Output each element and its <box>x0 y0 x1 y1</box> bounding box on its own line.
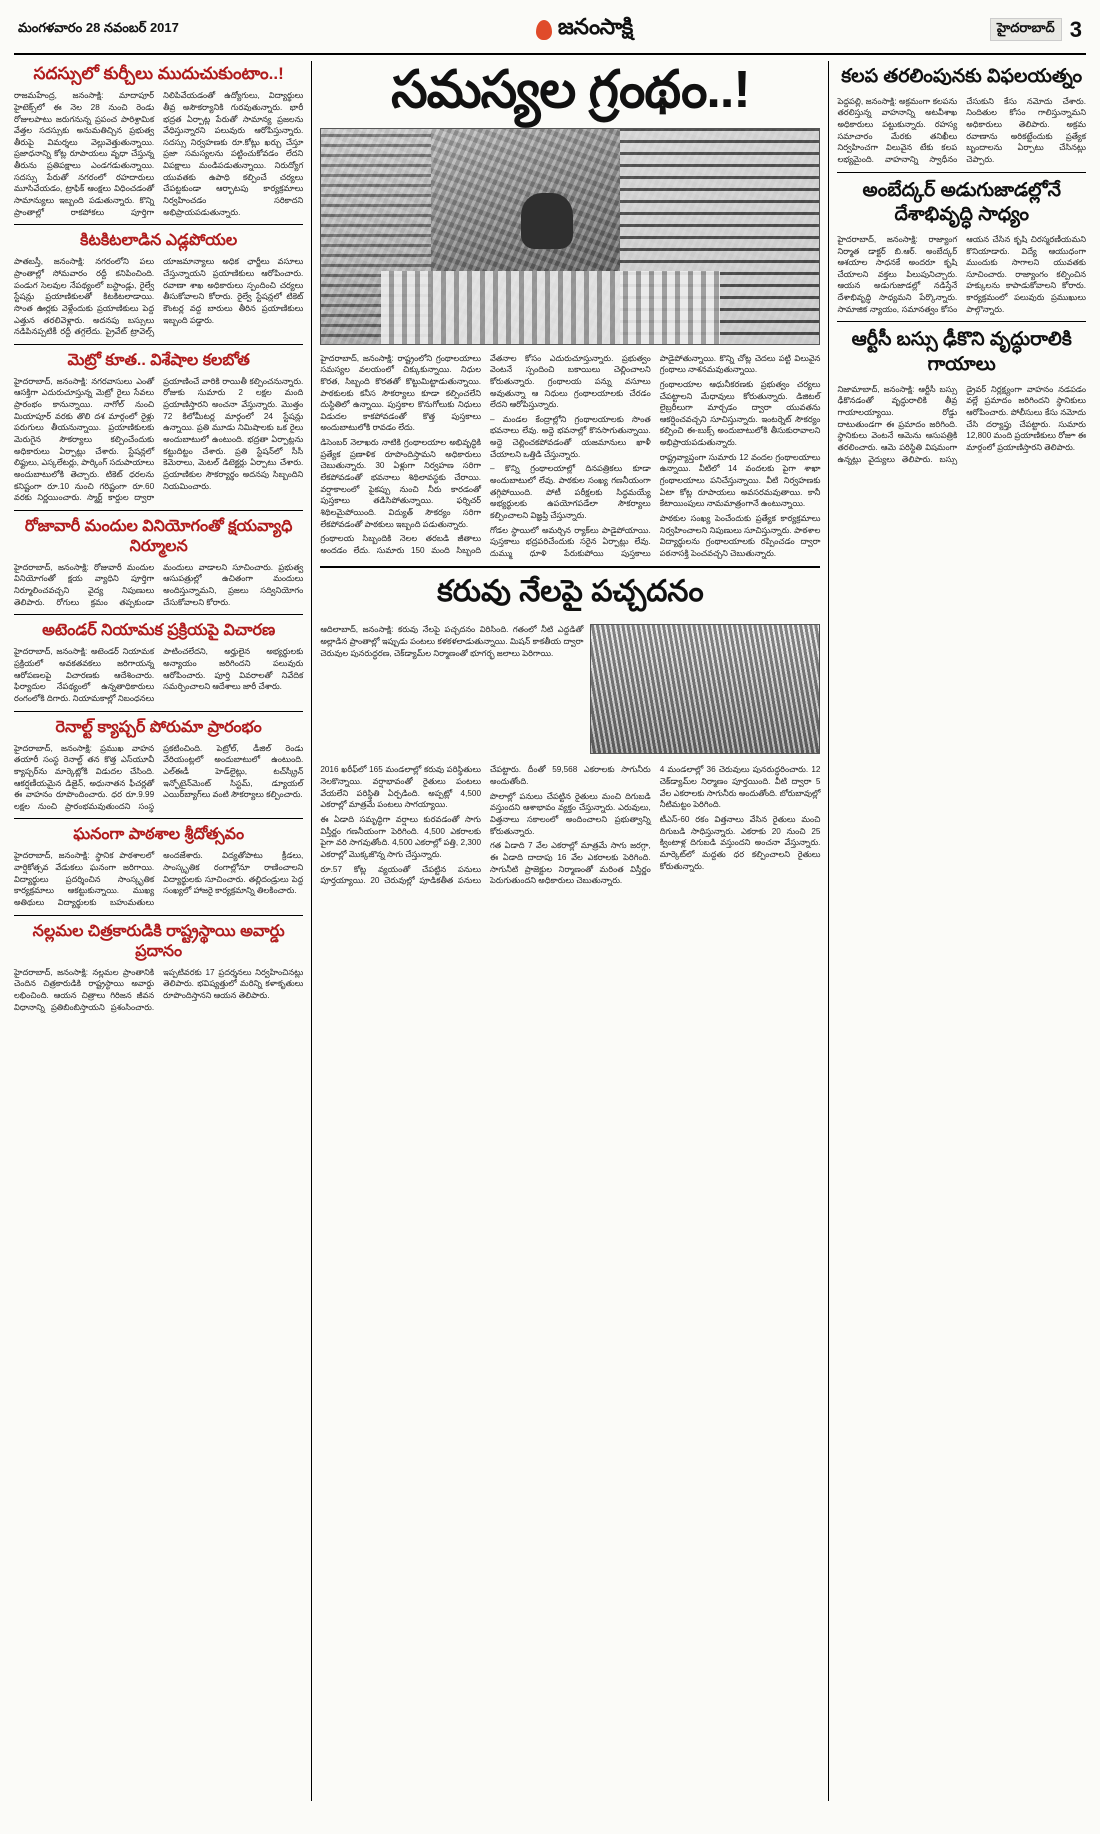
masthead <box>14 10 1086 53</box>
lead-paragraph: – కొన్ని గ్రంథాలయాల్లో దినపత్రికలు కూడా అందుబాటులో లేవు. పాఠకుల సంఖ్య గణనీయంగా తగ్గిపోయింది. పోటీ పరీక్షలకు సిద్ధమయ్యే అభ్యర్థులకు ఉపయోగపడేలా సౌకర్యాలు కల్పించాలని విజ్ఞప్తి చేస్తున్నారు. <box>490 464 651 520</box>
article-headline: అంబేద్కర్ అడుగుజాడల్లోనే దేశాభివృద్ధి సాధ్యం <box>862 179 1061 226</box>
masthead-divider <box>14 53 1086 55</box>
left-column <box>14 61 312 1801</box>
divider <box>14 510 303 511</box>
page-columns <box>14 61 1086 1801</box>
article-body: హైదరాబాద్, జనంసాక్షి: స్థానిక పాఠశాలలో వార్షికోత్సవ వేడుకలు ఘనంగా జరిగాయి. విద్యార్థులు ప్రదర్శించిన సాంస్కృతిక కార్యక్రమాలు ఆకట్టుకున్నాయి. ముఖ్య అతిథులు విద్యార్థులకు బహుమతులు అందజేశారు. విద్యతోపాటు క్రీడలు, సాంస్కృతిక రంగాల్లోనూ రాణించాలని విద్యార్థులకు సూచించారు. తల్లిదండ్రులు పెద్ద సంఖ్యలో హాజరై కార్యక్రమాన్ని తిలకించారు. <box>14 851 304 907</box>
second-paragraph: పొలాల్లో పనులు చేపట్టిన రైతులు మంచి దిగుబడి వస్తుందని ఆశాభావం వ్యక్తం చేస్తున్నారు. ఎరువులు, విత్తనాలు సకాలంలో అందించాలని ప్రభుత్వాన్ని కోరుతున్నారు. <box>490 791 651 836</box>
article-body: హైదరాబాద్, జనంసాక్షి: నల్లమల ప్రాంతానికి చెందిన చిత్రకారుడికి రాష్ట్రస్థాయి అవార్డు లభించింది. ఆయన చిత్రాలు గిరిజన జీవన విధానాన్ని ప్రతిబింబిస్తాయని ప్రశంసించారు. ఇప్పటివరకు 17 ప్రదర్శనలు నిర్వహించినట్లు తెలిపారు. భవిష్యత్తులో మరిన్ని కళాకృతులు రూపొందిస్తానని ఆయన తెలిపారు. <box>14 967 304 1012</box>
article-body: నిజామాబాద్, జనంసాక్షి: ఆర్టీసీ బస్సు ఢీకొనడంతో వృద్ధురాలికి తీవ్ర గాయాలయ్యాయి. రోడ్డు దాటుతుండగా ఈ ప్రమాదం జరిగింది. స్థానికులు వెంటనే ఆమెను ఆసుపత్రికి తరలించారు. ఆమె పరిస్థితి విషమంగా ఉన్నట్లు వైద్యులు తెలిపారు. బస్సు డ్రైవర్ నిర్లక్ష్యంగా వాహనం నడపడం వల్లే ప్రమాదం జరిగిందని స్థానికులు ఆరోపించారు. పోలీసులు కేసు నమోదు చేసి దర్యాప్తు చేపట్టారు. సుమారు 12,800 మంది ప్రయాణికులు రోజూ ఈ మార్గంలో ప్రయాణిస్తారని తెలిపారు. <box>837 384 1086 464</box>
second-article <box>320 624 820 886</box>
page-number: 3 <box>1069 16 1082 42</box>
article-body: హైదరాబాద్, జనంసాక్షి: రోజువారీ మందుల వినియోగంతో క్షయ వ్యాధిని పూర్తిగా నిర్మూలించవచ్చని వైద్య నిపుణులు తెలిపారు. రోగులు క్రమం తప్పకుండా మందులు వాడాలని సూచించారు. ప్రభుత్వ ఆసుపత్రుల్లో ఉచితంగా మందులు అందిస్తున్నామని, ప్రజలు సద్వినియోగం చేసుకోవాలని కోరారు. <box>14 562 304 607</box>
lead-paragraph: పాఠకుల సంఖ్య పెంచేందుకు ప్రత్యేక కార్యక్రమాలు నిర్వహించాలని నిపుణులు సూచిస్తున్నారు. పాఠశాల విద్యార్థులను గ్రంథాలయాలకు రప్పించడం ద్వారా పఠనాసక్తి పెంచవచ్చని చెబుతున్నారు. <box>659 513 821 558</box>
divider <box>14 344 303 345</box>
divider <box>14 711 303 712</box>
article-body: హైదరాబాద్, జనంసాక్షి: రాజ్యాంగ నిర్మాత డాక్టర్ బి.ఆర్. అంబేద్కర్ ఆశయాల సాధనకే అందరూ కృషి చేయాలని వక్తలు పిలుపునిచ్చారు. ఆయన అడుగుజాడల్లో నడిస్తేనే దేశాభివృద్ధి సాధ్యమని పేర్కొన్నారు. సామాజిక న్యాయం, సమానత్వం కోసం ఆయన చేసిన కృషి చిరస్మరణీయమని కొనియాడారు. విద్యే ఆయుధంగా ముందుకు సాగాలని యువతకు సూచించారు. రాజ్యాంగం కల్పించిన హక్కులను కాపాడుకోవాలని కోరారు. కార్యక్రమంలో పలువురు ప్రముఖులు పాల్గొన్నారు. <box>837 234 1086 314</box>
second-paragraph: 2016 ఖరీఫ్‌లో 165 మండలాల్లో కరువు పరిస్థితులు నెలకొన్నాయి. వర్షాభావంతో రైతులు పంటలు వేయలేని పరిస్థితి ఏర్పడింది. అప్పట్లో 4,500 ఎకరాల్లో మాత్రమే పంటలు సాగయ్యాయి. <box>320 765 482 810</box>
article-headline: నల్లమల చిత్రకారుడికి రాష్ట్రస్థాయి అవార్డు ప్రదానం <box>32 922 285 960</box>
photo-crop-rows <box>591 625 819 753</box>
article-headline: కిటకిటలాడిన ఎడ్లపోయల <box>80 232 238 250</box>
divider <box>837 321 1086 322</box>
divider <box>837 172 1086 173</box>
divider <box>14 915 303 916</box>
second-paragraph: గత ఏడాది 7 వేల ఎకరాల్లో మాత్రమే సాగు జరగ్గా, ఈ ఏడాది దాదాపు 16 వేల ఎకరాలకు పెరిగింది. సాగునీటి ప్రాజెక్టుల నిర్మాణంతో మరింత విస్తీర్ణం పెరుగుతుందని అధికారులు చెబుతున్నారు. <box>490 841 651 886</box>
second-paragraph: ఆదిలాబాద్, జనంసాక్షి: కరువు నేలపై పచ్చదనం విరిసింది. గతంలో నీటి ఎద్దడితో అల్లాడిన ప్రాంతాల్లో ఇప్పుడు పంటలు కళకళలాడుతున్నాయి. మిషన్ కాకతీయ ద్వారా చెరువుల పునరుద్ధరణ, చెక్‌డ్యామ్‌ల నిర్మాణంతో భూగర్భ జలాలు పెరిగాయి. <box>320 625 584 658</box>
article-body: హైదరాబాద్, జనంసాక్షి: ప్రముఖ వాహన తయారీ సంస్థ రెనాల్ట్ తన కొత్త ఎస్‌యూవీ క్యాప్చర్‌ను మార్కెట్లోకి విడుదల చేసింది. ఆకర్షణీయమైన డిజైన్, అధునాతన ఫీచర్లతో ఈ వాహనం రూపొందించారు. ధర రూ.9.99 లక్షల నుంచి ప్రారంభమవుతుందని సంస్థ ప్రకటించింది. పెట్రోల్, డీజిల్ రెండు వేరియంట్లలో అందుబాటులో ఉంటుంది. ఎల్‌ఈడీ హెడ్‌లైట్లు, టచ్‌స్క్రీన్ ఇన్ఫోటైన్‌మెంట్ సిస్టమ్, డ్యూయల్ ఎయిర్‌బ్యాగ్‌లు వంటి సౌకర్యాలు కల్పించారు. <box>14 743 304 811</box>
right-column <box>829 61 1086 1801</box>
article-body: పెద్దపల్లి, జనంసాక్షి: అక్రమంగా కలపను తరలిస్తున్న వాహనాన్ని అటవీశాఖ అధికారులు పట్టుకున్నారు. రహస్య సమాచారం మేరకు తనిఖీలు నిర్వహించగా విలువైన టేకు కలప లభ్యమైంది. వాహనాన్ని స్వాధీనం చేసుకుని కేసు నమోదు చేశారు. నిందితుల కోసం గాలిస్తున్నామని అధికారులు తెలిపారు. అక్రమ రవాణాను అరికట్టేందుకు ప్రత్యేక బృందాలను ఏర్పాటు చేసినట్లు చెప్పారు. <box>837 96 1086 164</box>
article-body: హైదరాబాద్, జనంసాక్షి: నగరవాసులు ఎంతో ఆసక్తిగా ఎదురుచూస్తున్న మెట్రో రైలు సేవలు ప్రారంభం కానున్నాయి. నాగోల్ నుంచి మియాపూర్ వరకు తొలి దశ మార్గంలో రైళ్లు పరుగులు తీయనున్నాయి. ప్రయాణికులకు మెరుగైన సౌకర్యాలు కల్పించేందుకు అధికారులు ఏర్పాట్లు చేశారు. స్టేషన్లలో లిఫ్టులు, ఎస్కలేటర్లు, పార్కింగ్ సదుపాయాలు అందుబాటులోకి తెచ్చారు. టికెట్ ధరలను కనిష్టంగా రూ.10 నుంచి గరిష్టంగా రూ.60 వరకు నిర్ణయించారు. స్మార్ట్ కార్డుల ద్వారా ప్రయాణించే వారికి రాయితీ కల్పించనున్నారు. రోజుకు సుమారు 2 లక్షల మంది ప్రయాణిస్తారని అంచనా వేస్తున్నారు. మొత్తం 72 కిలోమీటర్ల మార్గంలో 24 స్టేషన్లు ఉన్నాయి. ప్రతి మూడు నిమిషాలకు ఒక రైలు అందుబాటులో ఉంటుంది. భద్రతా ఏర్పాట్లను కట్టుదిట్టం చేశారు. ప్రతి స్టేషన్‌లో సీసీ కెమెరాలు, మెటల్ డిటెక్టర్లు ఏర్పాటు చేశారు. ప్రయాణికుల సౌకర్యార్థం అదనపు సిబ్బందిని నియమించారు. <box>14 376 304 503</box>
article-headline: రెనాల్ట్ క్యాప్చర్ పోరుమా ప్రారంభం <box>55 718 262 736</box>
lead-headline: సమస్యల గ్రంథం..! <box>391 61 750 119</box>
second-paragraph: రూ.57 కోట్ల వ్యయంతో చేపట్టిన పనులు పూర్తయ్యాయి. 20 చెరువుల్లో పూడికతీత పనులు చేపట్టారు. దీంతో 59,568 ఎకరాలకు సాగునీరు అందుతోంది. <box>320 765 651 886</box>
second-paragraph: టీఎస్-60 రకం విత్తనాలు వేసిన రైతులు మంచి దిగుబడి సాధిస్తున్నారు. ఎకరాకు 20 నుంచి 25 క్వింటాళ్ల దిగుబడి వస్తుందని అంచనా వేస్తున్నారు. మార్కెట్‌లో మద్దతు ధర కల్పించాలని రైతులు కోరుతున్నారు. <box>659 815 821 871</box>
article-body: పాతబస్తీ, జనంసాక్షి: నగరంలోని పలు ప్రాంతాల్లో సోమవారం రద్దీ కనిపించింది. పండుగ సెలవుల నేపథ్యంలో బస్టాండ్లు, రైల్వే స్టేషన్లు ప్రయాణికులతో కిటకిటలాడాయి. సొంత ఊర్లకు వెళ్లేందుకు ప్రయాణికులు పెద్ద ఎత్తున తరలివెళ్లారు. అదనపు బస్సులు నడిపినప్పటికీ రద్దీ తగ్గలేదు. ప్రైవేట్ ట్రావెల్స్ యాజమాన్యాలు అధిక ఛార్జీలు వసూలు చేస్తున్నాయని ప్రయాణికులు ఆరోపించారు. రవాణా శాఖ అధికారులు స్పందించి చర్యలు తీసుకోవాలని కోరారు. రైల్వే స్టేషన్లలో టికెట్ కౌంటర్ల వద్ద బారులు తీరిన ప్రయాణికులు ఇబ్బంది పడ్డారు. <box>14 257 304 337</box>
article-headline: సదస్సులో కుర్చీలు ముదుచుకుంటాం..! <box>33 64 284 83</box>
lead-paragraph: గ్రంథాలయాల ఆధునీకరణకు ప్రభుత్వం చర్యలు చేపట్టాలని మేధావులు కోరుతున్నారు. డిజిటల్ లైబ్రరీలుగా మార్చడం ద్వారా యువతను ఆకర్షించవచ్చని సూచిస్తున్నారు. ఇంటర్నెట్ సౌకర్యం కల్పించి ఈ-బుక్స్ అందుబాటులోకి తీసుకురావాలని అభిప్రాయపడుతున్నారు. <box>659 379 821 448</box>
article-body: హైదరాబాద్, జనంసాక్షి: అటెండర్ నియామక ప్రక్రియలో అవకతవకలు జరిగాయన్న ఆరోపణలపై విచారణకు ఆదేశించారు. ఫిర్యాదుల నేపథ్యంలో ఉన్నతాధికారులు రంగంలోకి దిగారు. నియామకాల్లో నిబంధనలు పాటించలేదని, అర్హులైన అభ్యర్థులకు అన్యాయం జరిగిందని పలువురు ఆరోపించారు. పూర్తి వివరాలతో నివేదిక సమర్పించాలని ఆదేశాలు జారీ చేశారు. <box>14 647 304 703</box>
field-photo <box>590 624 820 754</box>
article-headline: ఘనంగా పాఠశాల శ్రీదోత్సవం <box>73 826 245 844</box>
divider <box>14 818 303 819</box>
article-headline: అటెండర్ నియామక ప్రక్రియపై విచారణ <box>42 622 276 640</box>
divider <box>14 224 303 225</box>
lead-paragraph: – మండల కేంద్రాల్లోని గ్రంథాలయాలకు సొంత భవనాలు లేవు. అద్దె భవనాల్లో కొనసాగుతున్నాయి. అద్దె చెల్లించకపోవడంతో యజమానులు ఖాళీ చేయాలని ఒత్తిడి చేస్తున్నారు. <box>490 414 651 459</box>
article-headline: ఆర్టీసీ బస్సు ఢీకొని వృద్ధురాలికి గాయాలు <box>851 329 1072 376</box>
article-headline: రోజావారీ మందుల వినియోగంతో క్షయవ్యాధి నిర్మూలన <box>24 517 293 555</box>
lead-paragraph: డిసెంబర్ నెలాఖరు నాటికి గ్రంథాలయాల అభివృద్ధికి ప్రత్యేక ప్రణాళిక రూపొందిస్తామని అధికారులు చెబుతున్నారు. 30 ఏళ్లుగా నిర్వహణ సరిగా లేకపోవడంతో భవనాలు శిథిలావస్థకు చేరాయి. వర్షాకాలంలో పైకప్పు నుంచి నీరు కారడంతో పుస్తకాలు తడిసిపోతున్నాయి. ఫర్నిచర్ శిథిలమైపోయింది. విద్యుత్ సౌకర్యం సరిగా లేకపోవడంతో పాఠకులు ఇబ్బంది పడుతున్నారు. <box>320 438 482 529</box>
masthead-right <box>990 17 1082 43</box>
article-headline: మెట్రో కూత.. విశేషాల కలబోత <box>67 351 250 369</box>
logo-text: జనంసాక్షి <box>557 14 633 39</box>
center-column <box>312 61 829 1801</box>
edition-city: హైదరాబాద్ <box>990 18 1062 41</box>
publication-date: మంగళవారం 28 నవంబర్ 2017 <box>18 20 179 35</box>
second-article-body-cont <box>320 764 820 886</box>
lead-paragraph: హైదరాబాద్, జనంసాక్షి: రాష్ట్రంలోని గ్రంథాలయాలు సమస్యల వలయంలో చిక్కుకున్నాయి. నిధుల కొరత, సిబ్బంది కొరతతో కొట్టుమిట్టాడుతున్నాయి. పాఠకులకు కనీస సౌకర్యాలు కూడా కల్పించలేని దుస్థితిలో ఉన్నాయి. పుస్తకాల కొనుగోలుకు నిధులు విడుదల కాకపోవడంతో కొత్త పుస్తకాలు అందుబాటులోకి రావడం లేదు. <box>320 353 482 433</box>
flame-icon <box>536 20 552 40</box>
divider <box>14 614 303 615</box>
lead-article-body <box>320 353 820 560</box>
newspaper-logo <box>536 14 633 45</box>
second-headline: కరువు నేలపై పచ్చదనం <box>437 575 704 609</box>
article-body: రాజమహేంద్ర, జనంసాక్షి: మాదాపూర్ హైటెక్స్‌లో ఈ నెల 28 నుంచి రెండు రోజులపాటు జరుగనున్న ప్రపంచ పారిశ్రామిక వేత్తల సదస్సుకు అనుమతిచ్చిన ప్రభుత్వ తీరుపై విమర్శలు వెల్లువెత్తుతున్నాయి. ప్రజాధనాన్ని కోట్ల రూపాయలు వృధా చేస్తున్న తీరును ప్రతిపక్షాలు ఎండగడుతున్నాయి. సదస్సు పేరుతో నగరంలో రహదారులు మూసివేయడం, ట్రాఫిక్ ఆంక్షలు విధించడంతో సామాన్యులు ఇబ్బంది పడుతున్నారు. కొన్ని ప్రాంతాల్లో రాకపోకలు పూర్తిగా నిలిపివేయడంతో ఉద్యోగులు, విద్యార్థులు తీవ్ర అసౌకర్యానికి గురవుతున్నారు. భారీ భద్రత ఏర్పాట్ల పేరుతో సామాన్య ప్రజలను వేధిస్తున్నారని పలువురు ఆరోపిస్తున్నారు. సదస్సు నిర్వహణకు రూ.కోట్లు ఖర్చు చేస్తూ ప్రజా సమస్యలను పట్టించుకోవడం లేదని విపక్షాలు మండిపడుతున్నాయి. నిరుద్యోగ యువతకు ఉపాధి కల్పించే చర్యలు చేపట్టకుండా ఆర్భాటపు కార్యక్రమాలు నిర్వహించడం సరికాదని అభిప్రాయపడుతున్నారు. <box>14 91 304 217</box>
second-paragraph: 4 మండలాల్లో 36 చెరువులు పునరుద్ధరించారు. 12 చెక్‌డ్యామ్‌ల నిర్మాణం పూర్తయింది. వీటి ద్వారా 5 వేల ఎకరాలకు సాగునీరు అందుతోంది. బోరుబావుల్లో నీటిమట్టం పెరిగింది. <box>659 765 821 810</box>
field-photo-wrap <box>590 624 820 760</box>
photo-desk <box>381 271 720 344</box>
photo-person <box>521 193 573 249</box>
library-photo <box>320 128 820 345</box>
second-paragraph: ఈ ఏడాది సమృద్ధిగా వర్షాలు కురవడంతో సాగు విస్తీర్ణం గణనీయంగా పెరిగింది. 4,500 ఎకరాలకు పైగా వరి సాగవుతోంది. 4,500 ఎకరాల్లో పత్తి, 2,300 ఎకరాల్లో మొక్కజొన్న సాగు చేస్తున్నారు. <box>320 815 482 859</box>
lead-paragraph: రాష్ట్రవ్యాప్తంగా సుమారు 12 వందల గ్రంథాలయాలు ఉన్నాయి. వీటిలో 14 వందలకు పైగా శాఖా గ్రంథాలయాలు పనిచేస్తున్నాయి. వీటి నిర్వహణకు ఏటా కోట్ల రూపాయలు అవసరమవుతాయి. కానీ కేటాయింపులు నామమాత్రంగానే ఉంటున్నాయి. <box>659 452 821 509</box>
article-headline: కలప తరలింపునకు విఫలయత్నం <box>841 66 1083 87</box>
lead-paragraph: గ్రంథాలయ సిబ్బందికి నెలల తరబడి జీతాలు అందడం లేదు. సుమారు 150 మంది సిబ్బంది వేతనాల కోసం ఎదురుచూస్తున్నారు. ప్రభుత్వం వెంటనే స్పందించి బకాయిలు చెల్లించాలని కోరుతున్నారు. గ్రంథాలయ పన్ను వసూలు అవుతున్నా ఆ నిధులు గ్రంథాలయాలకు చేరడం లేదని ఆరోపిస్తున్నారు. <box>320 353 651 555</box>
lead-paragraph: గోడల స్థాయిలో అమర్చిన ర్యాక్‌లు పాడైపోయాయి. పుస్తకాలు భద్రపరిచేందుకు సరైన ఏర్పాట్లు లేవు. దుమ్ము ధూళి పేరుకుపోయి పుస్తకాలు పాడైపోతున్నాయి. కొన్ని చోట్ల చెదలు పట్టి విలువైన గ్రంథాలు నాశనమవుతున్నాయి. <box>490 353 821 558</box>
divider <box>320 566 820 568</box>
